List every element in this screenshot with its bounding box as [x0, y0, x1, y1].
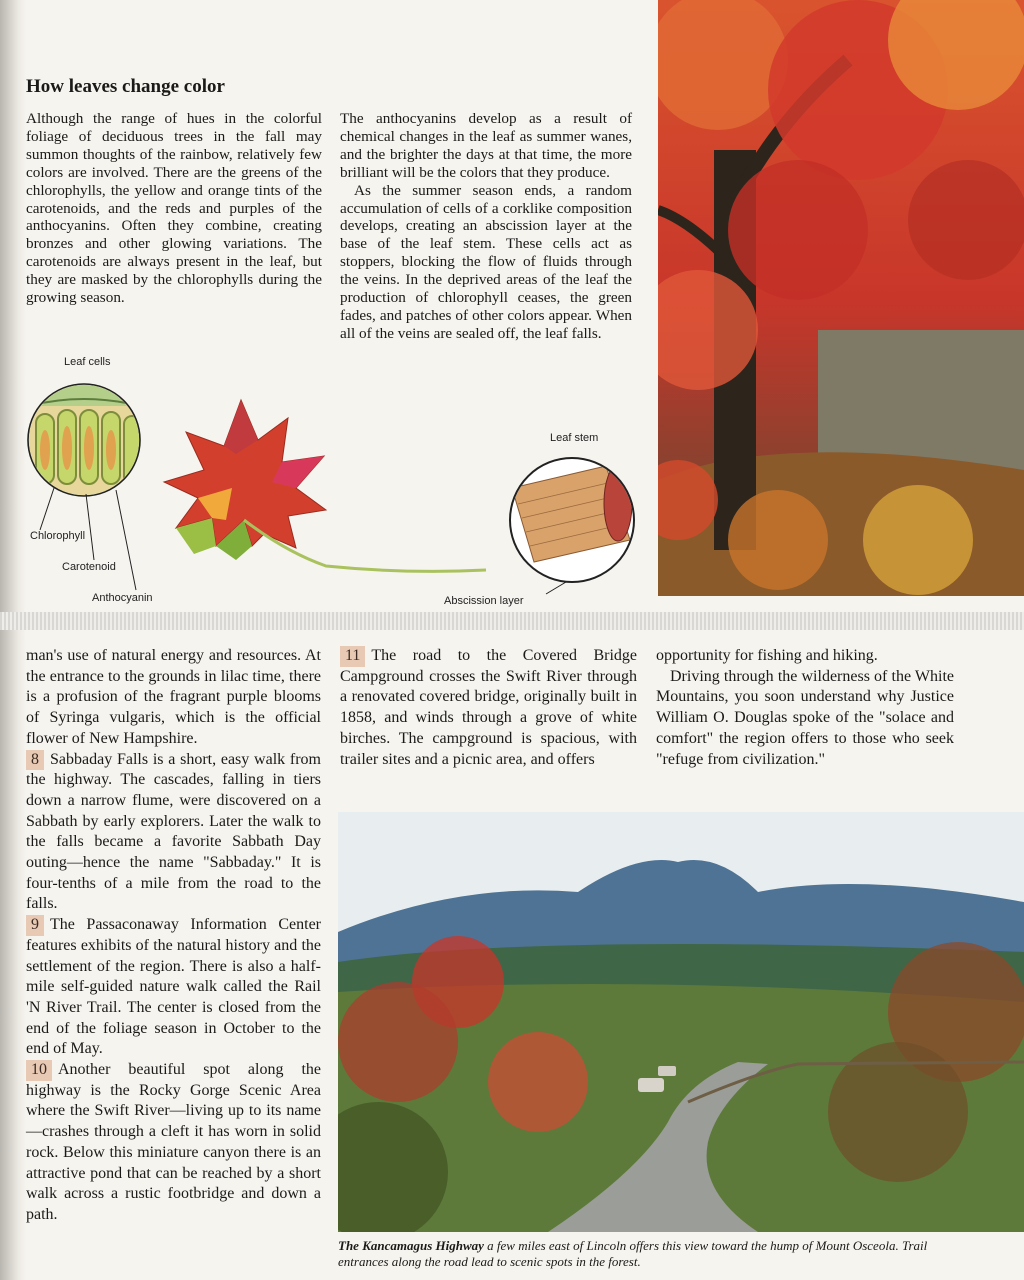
- body-paragraph-10: 10 Another beautiful spot along the highway is the Rocky Gorge Scenic Area where the Swift River—living up to its name—crashes through a cleft it has worn in solid rock. Below this miniature canyon there is an attractive pond that can be reached by a short walk across a rustic footbridge and down a path.: [26, 1061, 321, 1223]
- leaf-diagram: [26, 370, 646, 610]
- map-number-badge: 10: [26, 1060, 52, 1081]
- label-leaf-stem: Leaf stem: [550, 432, 599, 444]
- label-anthocyanin: Anthocyanin: [92, 592, 153, 604]
- caption-text: a few miles east of Lincoln offers this view toward the hump of Mount Osceola. Trail entrances along the road lead to scenic spots in the forest.: [338, 1238, 928, 1269]
- maple-leaf-illustration: [164, 400, 486, 571]
- sidebar-paragraph: The anthocyanins develop as a result of chemical changes in the leaf as summer wanes, and the brighter the days at that time, the more brilliant will be the colors that they produce.: [340, 110, 632, 181]
- label-chlorophyll: Chlorophyll: [30, 530, 86, 542]
- body-column-3: [656, 646, 954, 770]
- body-paragraph-9: 9 The Passaconaway Information Center features exhibits of the natural history and the settlement of the region. There is also a half-mile self-guided nature walk called the Rail 'N River Trail. The center is closed from the end of the foliage season in October to the end of May.: [26, 916, 321, 1058]
- sidebar-paragraph: Although the range of hues in the colorful foliage of deciduous trees in the fall may summon thoughts of the rainbow, relatively few colors are involved. There are the greens of the chlorophylls, the yellow and orange tints of the carotenoids, and the reds and purples of the anthocyanins. Often they combine, creating bronzes and other glowing variations. The carotenoids are always present in the leaf, but they are masked by the chlorophylls during the growing season.: [26, 110, 322, 307]
- leaf-cells-magnifier: [28, 384, 140, 590]
- sidebar-column-1: [26, 110, 322, 307]
- section-divider: [0, 612, 1024, 630]
- autumn-tree-photo: [658, 0, 1024, 596]
- leaf-stem-cross-section: [510, 458, 634, 594]
- label-carotenoid: Carotenoid: [62, 561, 116, 573]
- sidebar-paragraph: As the summer season ends, a random accumulation of cells of a corklike composition develops, creating an abscission layer at the base of the leaf stem. These cells act as stoppers, blocking the flow of fluids through the veins. In the deprived areas of the leaf the production of chlorophyll ceases, the green fades, and patches of other colors appear. When all of the veins are sealed off, the leaf falls.: [340, 181, 632, 342]
- sidebar-title: How leaves change color: [26, 76, 225, 97]
- sidebar-column-2: [340, 110, 632, 343]
- body-column-2: [340, 646, 637, 770]
- map-number-badge: 11: [340, 646, 365, 667]
- body-column-1: [26, 646, 321, 1226]
- photo-caption: [338, 1238, 972, 1269]
- page-binding-shadow: [0, 0, 26, 1280]
- body-paragraph-8: 8 Sabbaday Falls is a short, easy walk from the highway. The cascades, falling in tiers down a narrow flume, were discovered on a Sabbath by early explorers. Later the walk to the falls became a favorite Sabbath Day outing—hence the name "Sabbaday." It is four-tenths of a mile from the road to the falls.: [26, 750, 321, 913]
- kancamagus-highway-photo: [338, 812, 1024, 1232]
- body-paragraph: Driving through the wilderness of the White Mountains, you soon understand why Justice William O. Douglas spoke of the "solace and comfort" the region offers to those who seek "refuge from civilization.": [656, 667, 954, 768]
- label-leaf-cells: Leaf cells: [64, 356, 111, 368]
- body-paragraph-11: 11 The road to the Covered Bridge Campground crosses the Swift River through a renovated covered bridge, originally built in 1858, and winds through a grove of white birches. The campground is spacious, with trailer sites and a picnic area, and offers: [340, 647, 637, 768]
- body-paragraph: opportunity for fishing and hiking.: [656, 647, 878, 664]
- caption-bold: The Kancamagus Highway: [338, 1238, 484, 1253]
- label-abscission-layer: Abscission layer: [444, 595, 524, 607]
- map-number-badge: 8: [26, 750, 44, 771]
- body-paragraph: man's use of natural energy and resources. At the entrance to the grounds in lilac time, there is a profusion of the fragrant purple blooms of Syringa vulgaris, which is the official flower of New Hampshire.: [26, 647, 321, 747]
- map-number-badge: 9: [26, 915, 44, 936]
